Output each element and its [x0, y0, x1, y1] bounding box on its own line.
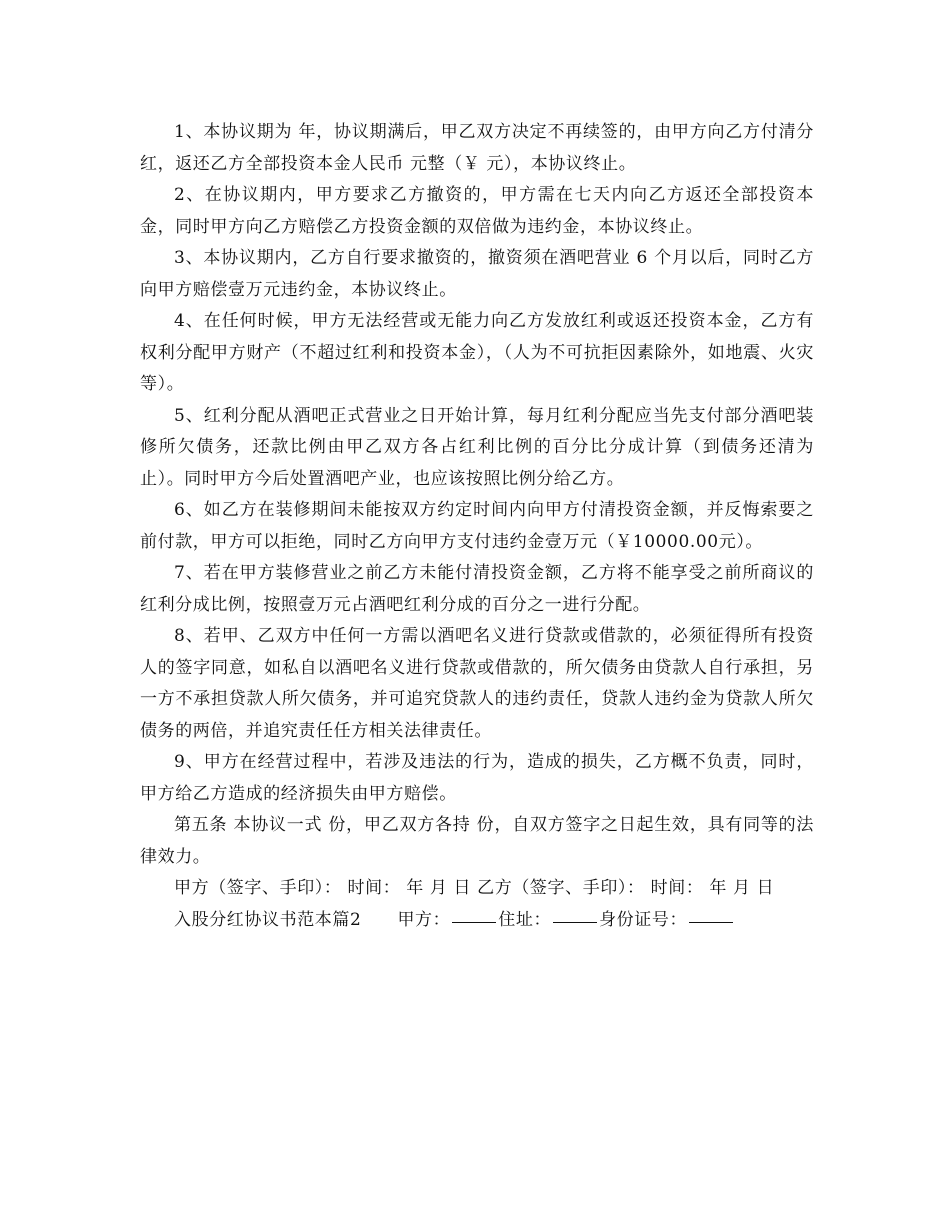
- address-blank: [553, 921, 597, 923]
- clause-1: 1、本协议期为 年，协议期满后，甲乙双方决定不再续签的，由甲方向乙方付清分红，返还乙方全部投资本金人民币 元整（￥ 元），本协议终止。: [140, 122, 814, 174]
- id-number-label: 身份证号：: [599, 909, 688, 930]
- address-label: 住址：: [498, 909, 552, 930]
- next-section-header: [140, 905, 814, 937]
- party-a-blank: [452, 921, 496, 923]
- document-body: [140, 117, 814, 936]
- clause-8: 8、若甲、乙双方中任何一方需以酒吧名义进行贷款或借款的，必须征得所有投资人的签字同意，如私自以酒吧名义进行贷款或借款的，所欠债务由贷款人自行承担，另一方不承担贷款人所欠债务，并可追究贷款人的违约责任，贷款人违约金为贷款人所欠债务的两倍，并追究责任任方相关法律责任。: [140, 626, 814, 741]
- clause-3: 3、本协议期内，乙方自行要求撤资的，撤资须在酒吧营业 6 个月以后，同时乙方向甲方赔偿壹万元违约金，本协议终止。: [140, 248, 814, 300]
- clause-2: 2、在协议期内，甲方要求乙方撤资的，甲方需在七天内向乙方返还全部投资本金，同时甲方向乙方赔偿乙方投资金额的双倍做为违约金，本协议终止。: [140, 185, 814, 237]
- party-a-label: 甲方：: [397, 909, 451, 930]
- clause-7: 7、若在甲方装修营业之前乙方未能付清投资金额，乙方将不能享受之前所商议的红利分成比例，按照壹万元占酒吧红利分成的百分之一进行分配。: [140, 563, 814, 615]
- section-title: 入股分红协议书范本篇2: [174, 909, 362, 930]
- clause-9: 9、甲方在经营过程中，若涉及违法的行为，造成的损失，乙方概不负责，同时，甲方给乙方造成的经济损失由甲方赔偿。: [140, 752, 814, 804]
- clause-4: 4、在任何时候，甲方无法经营或无能力向乙方发放红利或返还投资本金，乙方有权利分配甲方财产（不超过红利和投资本金），（人为不可抗拒因素除外，如地震、火灾等）。: [140, 311, 814, 394]
- clause-5: 5、红利分配从酒吧正式营业之日开始计算，每月红利分配应当先支付部分酒吧装修所欠债务，还款比例由甲乙双方各占红利比例的百分比分成计算（到债务还清为止）。同时甲方今后处置酒吧产业，也应该按照比例分给乙方。: [140, 405, 814, 489]
- id-number-blank: [689, 921, 733, 923]
- clause-6: 6、如乙方在装修期间未能按双方约定时间内向甲方付清投资金额，并反悔索要之前付款，甲方可以拒绝，同时乙方向甲方支付违约金壹万元（￥10000.00元）。: [140, 500, 814, 552]
- signature-line: 甲方（签字、手印）： 时间： 年 月 日 乙方（签字、手印）： 时间： 年 月 日: [174, 878, 775, 898]
- article-5: 第五条 本协议一式 份，甲乙双方各持 份，自双方签字之日起生效，具有同等的法律效力。: [140, 815, 814, 867]
